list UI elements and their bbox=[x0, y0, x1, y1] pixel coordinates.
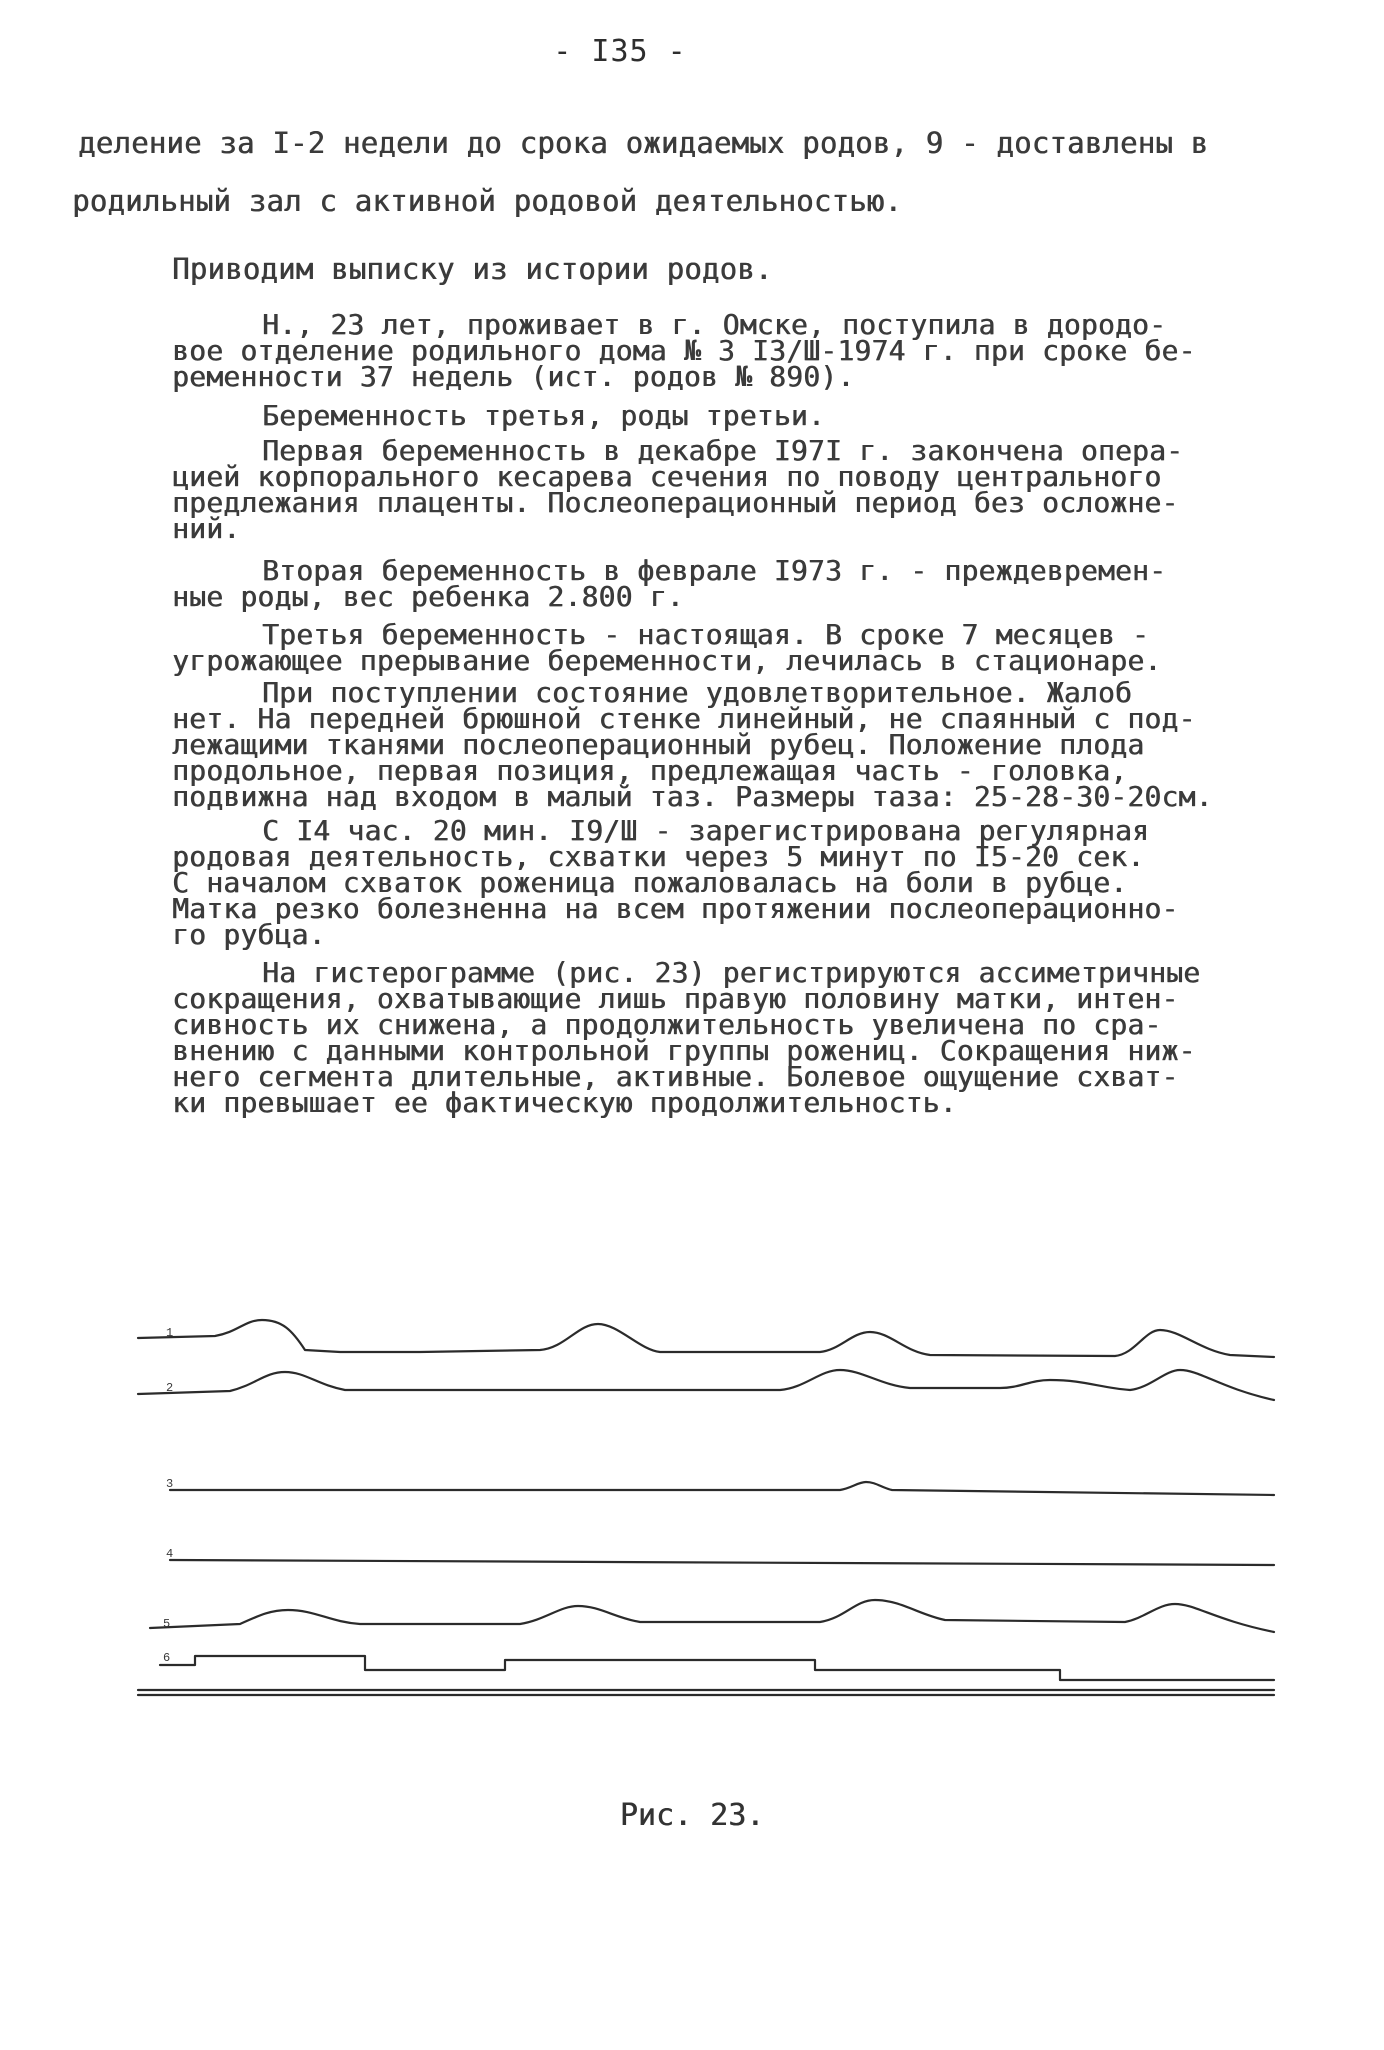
text-line: ки превышает ее фактическую продолжительность. bbox=[172, 1086, 957, 1119]
text-line: С I4 час. 20 мин. I9/Ш - зарегистрирована регулярная bbox=[262, 814, 1149, 847]
text-line: Н., 23 лет, проживает в г. Омске, поступила в дородо- bbox=[262, 308, 1167, 341]
text-line: Беременность третья, роды третьи. bbox=[262, 399, 825, 432]
text-line: го рубца. bbox=[172, 918, 326, 951]
text-line: предлежания плаценты. Послеоперационный период без осложне- bbox=[172, 486, 1179, 519]
text-line: сивность их снижена, а продолжительность увеличена по сра- bbox=[172, 1008, 1162, 1041]
text-line: сокращения, охватывающие лишь правую половину матки, интен- bbox=[172, 982, 1179, 1015]
text-line: Третья беременность - настоящая. В сроке 7 месяцев - bbox=[262, 618, 1149, 651]
text-line: Вторая беременность в феврале I973 г. - преждевремен- bbox=[262, 554, 1167, 587]
figure-caption: Рис. 23. bbox=[619, 1798, 765, 1833]
text-line: родовая деятельность, схватки через 5 минут по I5-20 сек. bbox=[172, 840, 1145, 873]
text-line: На гистерограмме (рис. 23) регистрируются ассиметричные bbox=[262, 956, 1201, 989]
channel-label-2: 2 bbox=[166, 1381, 174, 1395]
text-line: лежащими тканями послеоперационный рубец. Положение плода bbox=[172, 728, 1145, 761]
trace-channel-1 bbox=[138, 1320, 1274, 1357]
channel-label-6: 6 bbox=[163, 1651, 171, 1665]
trace-channel-3 bbox=[170, 1482, 1274, 1495]
hysterogram-figure bbox=[0, 1220, 1384, 1750]
channel-label-3: 3 bbox=[166, 1477, 174, 1491]
intro-line: деление за I-2 недели до срока ожидаемых родов, 9 - доставлены в bbox=[78, 126, 1209, 160]
intro-line: родильный зал с активной родовой деятельностью. bbox=[72, 184, 902, 218]
channel-label-5: 5 bbox=[163, 1617, 171, 1631]
text-line: Матка резко болезненна на всем протяжении послеоперационно- bbox=[172, 892, 1179, 925]
text-line: цией корпорального кесарева сечения по поводу центрального bbox=[172, 460, 1162, 493]
text-line: ний. bbox=[172, 512, 241, 545]
text-line: При поступлении состояние удовлетворительное. Жалоб bbox=[262, 676, 1132, 709]
trace-channel-6 bbox=[160, 1656, 1274, 1680]
text-line: ные роды, вес ребенка 2.800 г. bbox=[172, 580, 684, 613]
text-line: вое отделение родильного дома № 3 I3/Ш-1974 г. при сроке бе- bbox=[172, 334, 1196, 367]
text-line: Первая беременность в декабре I97I г. закончена опера- bbox=[262, 434, 1184, 467]
trace-channel-4 bbox=[170, 1560, 1274, 1565]
trace-channel-5 bbox=[150, 1600, 1274, 1632]
page-number: - I35 - bbox=[553, 34, 687, 69]
text-line: С началом схваток роженица пожаловалась на боли в рубце. bbox=[172, 866, 1128, 899]
channel-label-4: 4 bbox=[166, 1547, 174, 1561]
text-line: нет. На передней брюшной стенке линейный, не спаянный с под- bbox=[172, 702, 1196, 735]
lead-line: Приводим выписку из истории родов. bbox=[172, 252, 773, 286]
text-line: подвижна над входом в малый таз. Размеры таза: 25-28-30-20см. bbox=[172, 780, 1213, 813]
channel-label-1: 1 bbox=[166, 1326, 174, 1340]
text-line: него сегмента длительные, активные. Болевое ощущение схват- bbox=[172, 1060, 1179, 1093]
text-line: продольное, первая позиция, предлежащая часть - головка, bbox=[172, 754, 1128, 787]
trace-channel-2 bbox=[138, 1370, 1274, 1400]
hysterogram-traces bbox=[0, 1220, 1384, 1750]
text-line: внению с данными контрольной группы рожениц. Сокращения ниж- bbox=[172, 1034, 1196, 1067]
text-line: угрожающее прерывание беременности, лечилась в стационаре. bbox=[172, 644, 1162, 677]
text-line: ременности 37 недель (ист. родов № 890). bbox=[172, 360, 855, 393]
